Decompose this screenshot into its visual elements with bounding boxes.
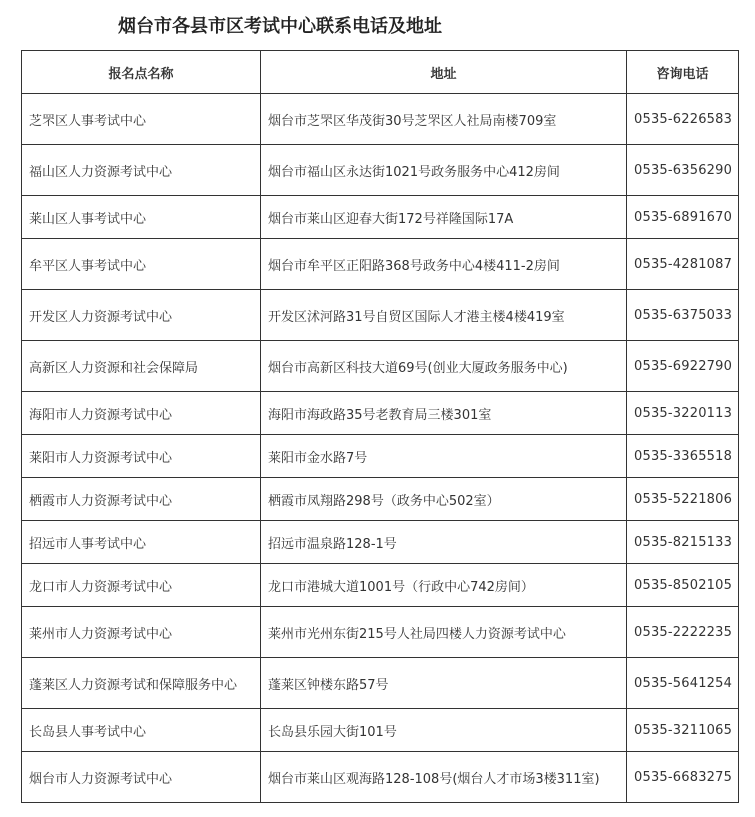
table-row — [22, 341, 739, 392]
cell-phone: 0535-6922790 — [627, 341, 739, 392]
cell-phone: 0535-8215133 — [627, 521, 739, 564]
table-row — [22, 94, 739, 145]
cell-phone: 0535-8502105 — [627, 564, 739, 607]
cell-name: 烟台市人力资源考试中心 — [22, 752, 261, 803]
cell-address: 海阳市海政路35号老教育局三楼301室 — [261, 392, 627, 435]
cell-address: 栖霞市凤翔路298号（政务中心502室） — [261, 478, 627, 521]
table-row — [22, 239, 739, 290]
cell-address: 烟台市福山区永达街1021号政务服务中心412房间 — [261, 145, 627, 196]
cell-name: 莱州市人力资源考试中心 — [22, 607, 261, 658]
page-title: 烟台市各县市区考试中心联系电话及地址 — [118, 16, 442, 37]
table-row — [22, 478, 739, 521]
cell-phone: 0535-6226583 — [627, 94, 739, 145]
cell-name: 福山区人力资源考试中心 — [22, 145, 261, 196]
cell-address: 莱阳市金水路7号 — [261, 435, 627, 478]
cell-name: 长岛县人事考试中心 — [22, 709, 261, 752]
table-row — [22, 607, 739, 658]
cell-address: 烟台市莱山区迎春大街172号祥隆国际17A — [261, 196, 627, 239]
cell-phone: 0535-6356290 — [627, 145, 739, 196]
table-header-row — [22, 51, 739, 94]
contact-table — [21, 50, 739, 803]
cell-phone: 0535-3220113 — [627, 392, 739, 435]
cell-name: 莱山区人事考试中心 — [22, 196, 261, 239]
cell-address: 蓬莱区钟楼东路57号 — [261, 658, 627, 709]
cell-phone: 0535-6683275 — [627, 752, 739, 803]
header-name: 报名点名称 — [22, 51, 261, 94]
cell-address: 烟台市芝罘区华茂街30号芝罘区人社局南楼709室 — [261, 94, 627, 145]
table-row — [22, 658, 739, 709]
cell-address: 长岛县乐园大街101号 — [261, 709, 627, 752]
cell-address: 开发区沭河路31号自贸区国际人才港主楼4楼419室 — [261, 290, 627, 341]
cell-phone: 0535-6891670 — [627, 196, 739, 239]
cell-name: 芝罘区人事考试中心 — [22, 94, 261, 145]
table-row — [22, 709, 739, 752]
cell-phone: 0535-3211065 — [627, 709, 739, 752]
header-phone: 咨询电话 — [627, 51, 739, 94]
table-row — [22, 564, 739, 607]
table-row — [22, 196, 739, 239]
cell-name: 开发区人力资源考试中心 — [22, 290, 261, 341]
cell-name: 栖霞市人力资源考试中心 — [22, 478, 261, 521]
table-row — [22, 290, 739, 341]
table-row — [22, 752, 739, 803]
cell-address: 烟台市牟平区正阳路368号政务中心4楼411-2房间 — [261, 239, 627, 290]
cell-address: 招远市温泉路128-1号 — [261, 521, 627, 564]
cell-phone: 0535-6375033 — [627, 290, 739, 341]
cell-address: 莱州市光州东街215号人社局四楼人力资源考试中心 — [261, 607, 627, 658]
cell-phone: 0535-5221806 — [627, 478, 739, 521]
cell-phone: 0535-4281087 — [627, 239, 739, 290]
table-row — [22, 145, 739, 196]
table-row — [22, 435, 739, 478]
cell-name: 龙口市人力资源考试中心 — [22, 564, 261, 607]
cell-name: 莱阳市人力资源考试中心 — [22, 435, 261, 478]
cell-address: 烟台市莱山区观海路128-108号(烟台人才市场3楼311室) — [261, 752, 627, 803]
cell-name: 牟平区人事考试中心 — [22, 239, 261, 290]
cell-name: 招远市人事考试中心 — [22, 521, 261, 564]
cell-phone: 0535-5641254 — [627, 658, 739, 709]
cell-address: 龙口市港城大道1001号（行政中心742房间） — [261, 564, 627, 607]
cell-name: 蓬莱区人力资源考试和保障服务中心 — [22, 658, 261, 709]
table-row — [22, 521, 739, 564]
cell-address: 烟台市高新区科技大道69号(创业大厦政务服务中心) — [261, 341, 627, 392]
cell-name: 高新区人力资源和社会保障局 — [22, 341, 261, 392]
table-row — [22, 392, 739, 435]
header-address: 地址 — [261, 51, 627, 94]
cell-phone: 0535-2222235 — [627, 607, 739, 658]
cell-name: 海阳市人力资源考试中心 — [22, 392, 261, 435]
cell-phone: 0535-3365518 — [627, 435, 739, 478]
